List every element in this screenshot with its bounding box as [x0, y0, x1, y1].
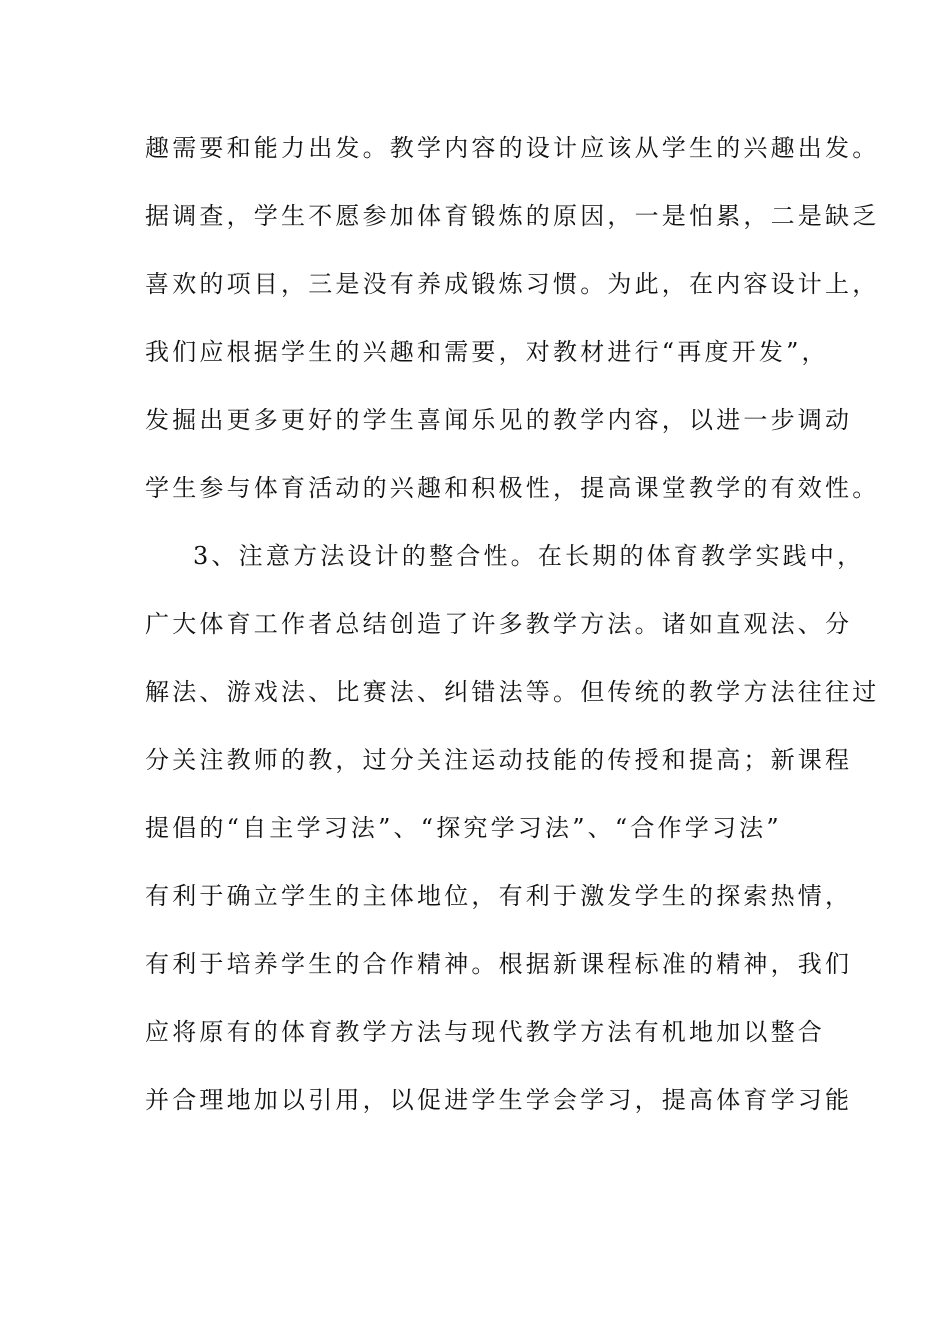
text-line: 广大体育工作者总结创造了许多教学方法。诸如直观法、分	[145, 610, 853, 638]
text-line: 并合理地加以引用，以促进学生学会学习，提高体育学习能	[145, 1086, 853, 1114]
text-line: 有利于培养学生的合作精神。根据新课程标准的精神，我们	[145, 950, 853, 978]
text-line: 我们应根据学生的兴趣和需要，对教材进行“再度开发”，	[145, 338, 829, 366]
body-text	[145, 128, 880, 1148]
text-line: 有利于确立学生的主体地位，有利于激发学生的探索热情，	[145, 882, 853, 910]
text-line: 提倡的“自主学习法”、“探究学习法”、“合作学习法”	[145, 814, 782, 842]
paragraph-start-line: 3、注意方法设计的整合性。在长期的体育教学实践中，	[193, 542, 865, 570]
text-line: 分关注教师的教，过分关注运动技能的传授和提高；新课程	[145, 746, 853, 774]
text-line: 学生参与体育活动的兴趣和积极性，提高课堂教学的有效性。	[145, 474, 880, 502]
text-line: 据调查，学生不愿参加体育锻炼的原因，一是怕累，二是缺乏	[145, 202, 880, 230]
text-line: 解法、游戏法、比赛法、纠错法等。但传统的教学方法往往过	[145, 678, 880, 706]
text-line: 喜欢的项目，三是没有养成锻炼习惯。为此，在内容设计上，	[145, 270, 880, 298]
text-line: 应将原有的体育教学方法与现代教学方法有机地加以整合	[145, 1018, 825, 1046]
text-line: 发掘出更多更好的学生喜闻乐见的教学内容，以进一步调动	[145, 406, 853, 434]
text-line: 趣需要和能力出发。教学内容的设计应该从学生的兴趣出发。	[145, 134, 880, 162]
